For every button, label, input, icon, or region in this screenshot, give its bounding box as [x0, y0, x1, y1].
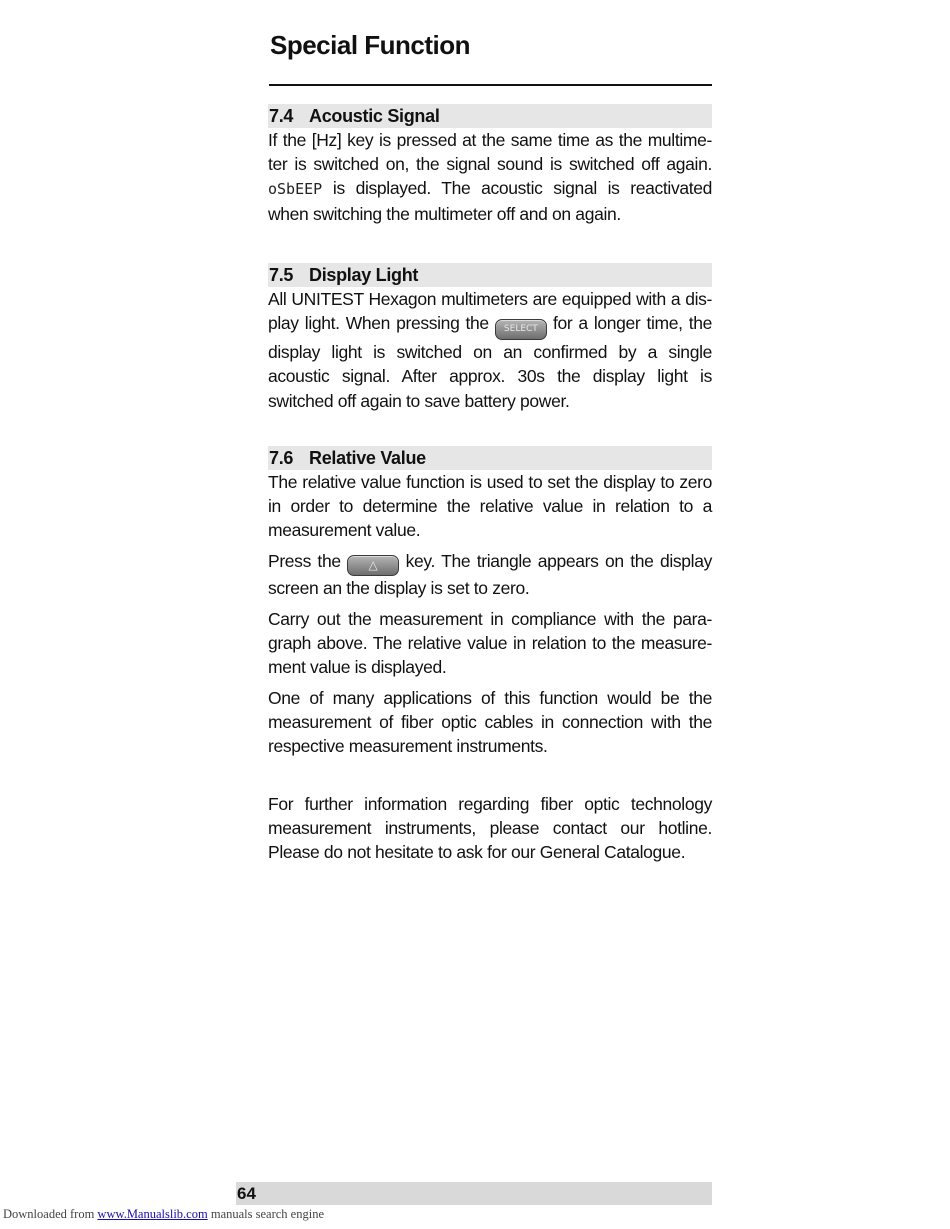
section-title: Acoustic Signal [309, 106, 440, 126]
section-number: 7.5 [269, 265, 294, 285]
delta-key-icon: △ [347, 555, 399, 576]
paragraph: Carry out the measurement in compliance with the para-graph above. The relative value in relation to the measure-ment value is displayed. [268, 608, 712, 678]
closing-note [268, 792, 712, 865]
paragraph [268, 549, 712, 600]
section-heading [268, 446, 712, 470]
paragraph-text: key. The triangle appears on the display screen an the display is set to zero. [268, 551, 712, 599]
paragraph-text: If the [Hz] key is pressed at the same time as the multime-ter is switched on, the signal sound is switched off again. [268, 130, 712, 175]
section-heading [268, 104, 712, 128]
paragraph-text: Press the [268, 551, 348, 572]
section-number: 7.6 [269, 448, 294, 468]
select-key-icon: SELECT [495, 319, 547, 340]
paragraph-text: for a longer time, the display light is switched on an confirmed by a single acoustic signal. After approx. 30s the display light is switched off again to save battery power. [268, 313, 712, 411]
section-number: 7.4 [269, 106, 294, 126]
source-link[interactable]: www.Manualslib.com [97, 1207, 208, 1221]
paragraph-text: All UNITEST Hexagon multimeters are equipped with a dis-play light. When pressing the [268, 289, 712, 334]
section-title: Display Light [309, 265, 419, 285]
paragraph [268, 128, 712, 226]
page-number: 64 [237, 1184, 256, 1203]
lcd-display-text: oSbEEP [268, 180, 323, 199]
paragraph: One of many applications of this function would be the measurement of fiber optic cables in connection with the respective measurement instruments. [268, 687, 712, 757]
paragraph [268, 287, 712, 413]
section-title: Relative Value [309, 448, 426, 468]
section-relative-value [268, 446, 712, 759]
section-acoustic-signal [268, 104, 712, 226]
section-display-light [268, 263, 712, 413]
paragraph: The relative value function is used to set the display to zero in order to determine the relative value in relation to a measurement value. [268, 472, 712, 541]
source-line [3, 1207, 324, 1222]
title-divider [269, 84, 712, 86]
paragraph: For further information regarding fiber optic technology measurement instruments, please contact our hotline. Please do not hesitate to ask for our General Catalogue. [268, 794, 712, 863]
section-heading [268, 263, 712, 287]
page-title: Special Function [270, 30, 471, 60]
paragraph-text: is displayed. The acoustic signal is reactivated when switching the multimeter off and on again. [268, 178, 712, 224]
footer-bar [236, 1182, 712, 1205]
source-prefix: Downloaded from [3, 1207, 98, 1221]
source-suffix: manuals search engine [207, 1207, 324, 1221]
